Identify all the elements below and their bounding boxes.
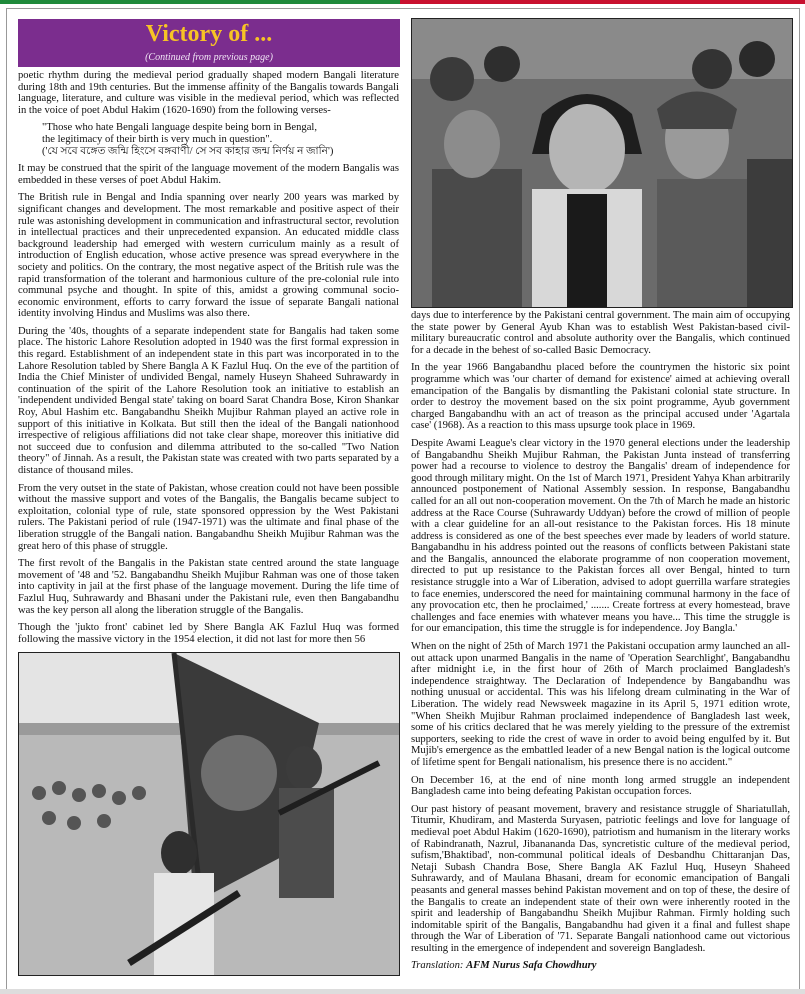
paragraph: The first revolt of the Bangalis in the Pakistan state centred around the state language movement of '48 and '52. Bangabandhu Sheikh Mujibur Rahman was one of those taken into captivity in jail at the first phase of the language movement. During the life time of Fazlul Huq, Suhrawardy and Bhasani under the Pakistani rule, even then Bangabandhu was the key person all along the liberation struggle of the Bangalis. (18, 558, 399, 616)
paragraph: The British rule in Bengal and India spanning over nearly 200 years was marked by significant changes and development. The most remarkable and positive aspect of their rule was astonishing development in communication and infrastructural sector, revolution in intellectual practices and their unprecedented expansion. An educated middle class background leadership had emerged with western curriculum mainly as a result of introduction of English education, whose active presence was spread everywhere in the society and politics. On the contrary, the most negative aspect of the British rule was the rapid transformation of the tolerant and harmonious culture of the pre-colonial rule into communal psyche and thought. In spite of this, amidst a growing communal socio-economic environment, efforts to carry forward the issue of separate Bangali national identity involving Hindus and Muslims was also there. (18, 192, 399, 320)
translation-credit (411, 960, 790, 972)
photo-illustration (412, 19, 792, 307)
paragraph: When on the night of 25th of March 1971 the Pakistani occupation army launched an all-out attack upon unarmed Bangalis in the name of 'Operation Searchlight', Bangabandhu after midnight i.e, in the first hour of 26th of March proclaimed Bangladesh's independence straightway. The Declaration of Independence by Bangabandhu was nothing unusual or accidental. This was his lifelong dream culminating in the War of Liberation. The widely read Newsweek magazine in its April 5, 1971 edition wrote, "When Sheikh Mujibur Rahman proclaimed independence of Bangladesh last week, some of his critics declared that he was merely yielding to the pressure of the extremist supporters, seeking to ride the crest of wave in order to avoid being engulfed by it. But Mujib's emergence as the embattled leader of a new Bengal nation is the logical outcome of lifetime spent for Bengali nationalism, his presence there is no accident." (411, 641, 790, 768)
quote-line: the legitimacy of their birth is very much in question". (42, 133, 273, 145)
credit-label: Translation: (411, 960, 464, 972)
headline-subtitle: (Continued from previous page) (145, 52, 273, 63)
photo-bangabandhu-crowd (411, 18, 793, 308)
poem-quote (42, 122, 399, 157)
paragraph: Our past history of peasant movement, bravery and resistance struggle of Shariatullah, Titumir, Khudiram, and Masterda Suryasen, patriotic feelings and love for language of medieval poet Abdul Hakim (1620-1690), patriotism and humanism in the literary works of Rabindranath, Nazrul, Jibanananda Das, syncretistic culture of the medieval period, sufism,'Bhaktibad', non-communal political ideals of Desbandhu Chittaranjan Das, Netaji Subash Chandra Bose, Shere Bangla AK Fazlul Huq, Huseyn Shaheed Suhrawardy, and of Maulana Bhasani, dream for economic emancipation of Bangali peasants and general masses behind Pakistan movement and on top of these, the desire of the Bangalis to create an independent state of their own were inherently rooted in the spirit and leadership of Bangabandhu Sheikh Mujibur Rahman. Firmly holding such indomitable spirit of the Bangalis, Bangabandhu had given it a final and fullest shape through the War of Liberation of '71. Separate Bangali nationhood came out victorious resulting in the emergence of independent and sovereign Bangladesh. (411, 803, 790, 954)
paragraph: It may be construed that the spirit of the language movement of the modern Bangalis was embedded in these verses of poet Abdul Hakim. (18, 163, 399, 186)
paragraph: Though the 'jukto front' cabinet led by Shere Bangla AK Fazlul Huq was formed following the massive victory in the 1954 election, it did not last for more then 56 (18, 622, 399, 645)
photo-freedom-fighters-flag (18, 652, 400, 976)
top-color-bar (0, 0, 805, 6)
paragraph: During the '40s, thoughts of a separate independent state for Bangalis had taken some place. The historic Lahore Resolution adopted in 1940 was the first formal expression in this regard. Establishment of an independent state in this part was incorporated in to the Lahore Resolution tabled by Shere Bangla A K Fazlul Huq. On the eve of the partition of India the Chief Minister of undivided Bengal, namely Huseyn Shaheed Suhrawardy in continuation of the spirit of the Lahore Resolution took an initiative to establish an 'independent undivided Bengal state' taking on board Sarat Chandra Bose, Kiron Shankar Roy, Abul Hashim etc. Bangabandhu Sheikh Mujibur Rahman played an active role in support of this initiative in Kolkata. But still then the ideal of the Bangali nationhood irrespective of religious affiliations did not take clear shape, moreover this initiative did not succeed due to confusion and dilemma attributed to the so-called "Two Nation theory" of Jinnah. As a result, the Pakistan state was created with two parts separated by a distance of thousand miles. (18, 325, 399, 476)
top-bar-red (400, 0, 805, 4)
bottom-border (0, 989, 805, 994)
paragraph: poetic rhythm during the medieval period gradually shaped modern Bangali literature during 18th and 19th centuries. But the immense affinity of the Bangalis towards Bangali language, literature, and culture was visible in the medieval period, which was reflected in the voice of poet Abdul Hakim (1620-1690) from the following verses- (18, 70, 399, 116)
paragraph: On December 16, at the end of nine month long armed struggle an independent Bangladesh came into being defeating Pakistan occupation forces. (411, 774, 790, 798)
quote-line: "Those who hate Bengali language despite being born in Bengal, (42, 122, 317, 134)
right-column (411, 310, 790, 978)
credit-name: AFM Nurus Safa Chowdhury (466, 960, 597, 972)
paragraph: From the very outset in the state of Pakistan, whose creation could not have been possible without the massive support and votes of the Bangalis, the Bangalis became subject to exploitation, colonial type of rule, state sponsored oppression by the West Pakistani rulers. The Pakistani period of rule (1947-1971) was the ultimate and final phase of the liberation struggle of the Bangali nation. Bangabandhu Sheikh Mujibur Rahman was the great hero of this phase of struggle. (18, 482, 399, 552)
top-bar-green (0, 0, 400, 4)
paragraph: days due to interference by the Pakistani central government. The main aim of occupying the state power by General Ayub Khan was to establish West Pakistan-based civil-military bureaucratic control and absolute authority over the Bangalis, which continued for a decade in the behest of so-called Basic Democracy. (411, 310, 790, 356)
photo-illustration (19, 653, 399, 975)
paragraph: Despite Awami League's clear victory in the 1970 general elections under the leadership of Bangabandhu Sheikh Mujibur Rahman, the Pakistan Junta instead of transferring power had a recourse to violence to destroy the Bangalis' dream of independence for good through military might. On the 1st of March 1971, President Yahya Khan arbitrarily announced postponement of National Assembly session. In response, Bangabandhu called for an all out non-cooperation movement. On the 7th of March he made an historic address at the Race Course (Suhrawardy Uddyan) before the crowd of million of people with a clear guideline for an all-out resistance to the Pakistan forces. His 18 minute address is considered as one of the best speeches ever made by leaders of world stature. Bangabandhu in his address pointed out the reasons of conflicts between Pakistani state and the Bangalis, announced the elaborate programme of non cooperation movement, directed to put up resistance to the Pakistan forces all over Bengal, hinted to turn resistance struggle into a War of Liberation, advised to adopt guerrilla warfare strategies to face enemies, underscored the need for maintaining communal harmony in the face of any provocation etc, then he proclaimed,' ....... Create fortress at every homestead, brave challenges and face enemies with whatever means you have... This time the struggle is for our emancipation, this time the struggle is for independence. Joy Bangla.' (411, 437, 790, 635)
headline-banner (18, 19, 400, 67)
paragraph: In the year 1966 Bangabandhu placed before the countrymen the historic six point programme which was 'our charter of demand for existence' aimed at achieving overall emancipation of the Bangalis by dismantling the Pakistani colonial state structure. In order to destroy the movement based on the six point programme, Ayub government charged Bangabandhu with an act of treason as the principal accused under 'Agartala case' (1968). As a reaction to this mass upsurge took place in 1969. (411, 362, 790, 432)
headline-title: Victory of ... (145, 21, 273, 47)
quote-bangla: ('যে সবে বঙ্গেত জন্মি হিংসে বঙ্গবাণী/ সে সব কাহার জন্ম নির্ণয় ন জানি') (42, 145, 334, 157)
left-column (18, 70, 399, 651)
